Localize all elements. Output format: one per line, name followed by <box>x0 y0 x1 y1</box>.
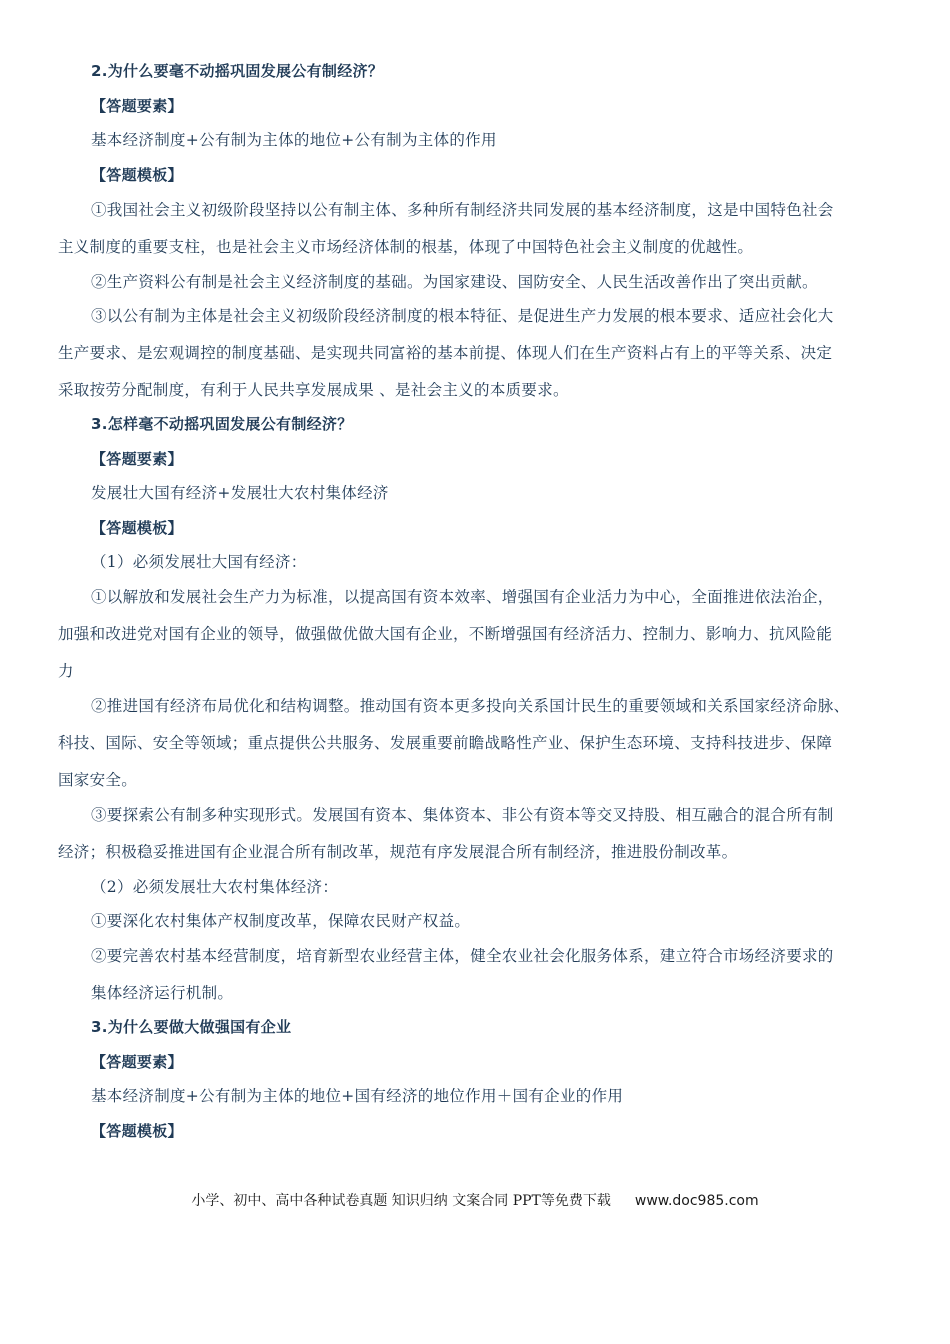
elements-label: 【答题要素】 <box>91 1053 183 1071</box>
elements-text: 发展壮大国有经济+发展壮大农村集体经济 <box>91 484 389 502</box>
section-heading: 2.为什么要毫不动摇巩固发展公有制经济？ <box>91 62 384 80</box>
paragraph-line: 力 <box>58 662 74 680</box>
template-label: 【答题模板】 <box>91 166 183 184</box>
paragraph-line: 加强和改进党对国有企业的领导，做强做优做大国有企业，不断增强国有经济活力、控制力、影响力、抗风险能 <box>58 625 833 643</box>
paragraph-line: ②要完善农村基本经营制度，培育新型农业经营主体，健全农业社会化服务体系，建立符合市场经济要求的 <box>91 947 834 965</box>
paragraph-line: 科技、国际、安全等领域；重点提供公共服务、发展重要前瞻战略性产业、保护生态环境、支持科技进步、保障 <box>58 734 833 752</box>
subheading: （2）必须发展壮大农村集体经济： <box>91 878 339 896</box>
elements-text: 基本经济制度+公有制为主体的地位+国有经济的地位作用＋国有企业的作用 <box>91 1087 624 1105</box>
paragraph-line: ①要深化农村集体产权制度改革，保障农民财产权益。 <box>91 912 471 930</box>
elements-label: 【答题要素】 <box>91 450 183 468</box>
elements-label: 【答题要素】 <box>91 97 183 115</box>
paragraph-line: 集体经济运行机制。 <box>91 984 234 1002</box>
paragraph-line: ②推进国有经济布局优化和结构调整。推动国有资本更多投向关系国计民生的重要领域和关系国家经济命脉、 <box>91 697 850 715</box>
paragraph-line: ①我国社会主义初级阶段坚持以公有制主体、多种所有制经济共同发展的基本经济制度，这是中国特色社会 <box>91 201 834 219</box>
paragraph-line: 国家安全。 <box>58 771 138 789</box>
paragraph-line: 主义制度的重要支柱，也是社会主义市场经济体制的根基，体现了中国特色社会主义制度的优越性。 <box>58 238 754 256</box>
footer-site-link[interactable]: www.doc985.com <box>634 1193 759 1209</box>
section-heading: 3.为什么要做大做强国有企业 <box>91 1018 292 1036</box>
section-heading: 3.怎样毫不动摇巩固发展公有制经济？ <box>91 415 353 433</box>
paragraph-line: ②生产资料公有制是社会主义经济制度的基础。为国家建设、国防安全、人民生活改善作出了突出贡献。 <box>91 273 818 291</box>
footer-text: 小学、初中、高中各种试卷真题 知识归纳 文案合同 PPT等免费下载 <box>191 1193 611 1209</box>
paragraph-line: 采取按劳分配制度，有利于人民共享发展成果 、是社会主义的本质要求。 <box>58 381 569 399</box>
paragraph-line: ③以公有制为主体是社会主义初级阶段经济制度的根本特征、是促进生产力发展的根本要求、适应社会化大 <box>91 307 834 325</box>
page-footer <box>0 1190 950 1212</box>
paragraph-line: 经济；积极稳妥推进国有企业混合所有制改革，规范有序发展混合所有制经济，推进股份制改革。 <box>58 843 738 861</box>
paragraph-line: ③要探索公有制多种实现形式。发展国有资本、集体资本、非公有资本等交叉持股、相互融合的混合所有制 <box>91 806 834 824</box>
template-label: 【答题模板】 <box>91 519 183 537</box>
template-label: 【答题模板】 <box>91 1122 183 1140</box>
subheading: （1）必须发展壮大国有经济： <box>91 553 307 571</box>
paragraph-line: ①以解放和发展社会生产力为标准，以提高国有资本效率、增强国有企业活力为中心，全面推进依法治企， <box>91 588 834 606</box>
paragraph-line: 生产要求、是宏观调控的制度基础、是实现共同富裕的基本前提、体现人们在生产资料占有上的平等关系、决定 <box>58 344 833 362</box>
elements-text: 基本经济制度+公有制为主体的地位+公有制为主体的作用 <box>91 131 497 149</box>
